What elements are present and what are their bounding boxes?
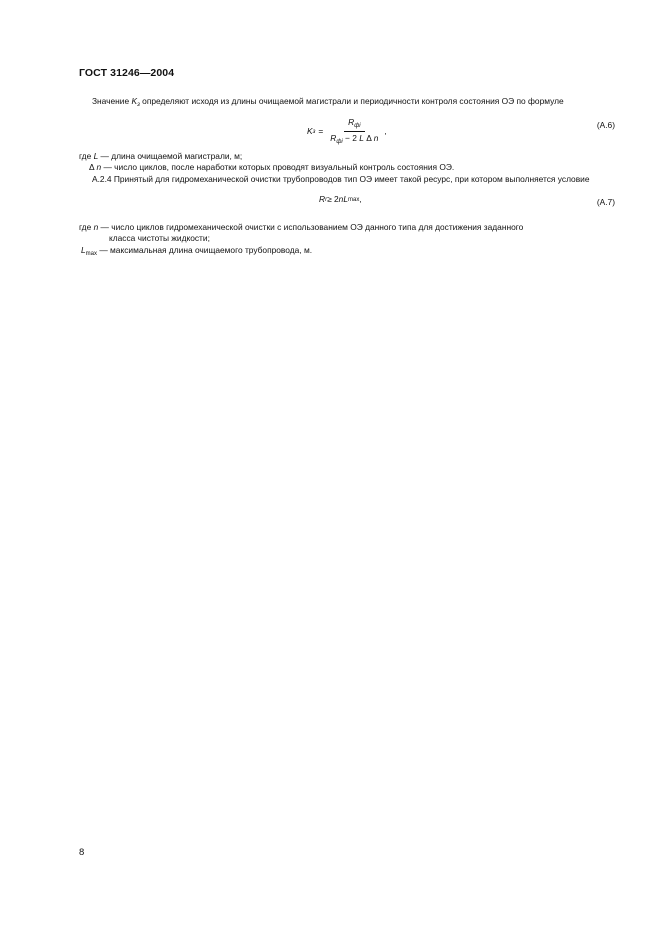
definition-lmax <box>79 245 615 258</box>
numerator-r: R <box>348 117 355 128</box>
formula-lhs-subscript: з <box>312 128 316 135</box>
denominator-l: L <box>359 133 364 144</box>
definition-text: — длина очищаемой магистрали, м; <box>98 151 243 162</box>
formula-l: L <box>343 194 348 205</box>
formula-r-subscript: r <box>325 196 328 203</box>
formula-r: R <box>319 194 326 205</box>
definition-text: — число циклов гидромеханической очистки с использованием ОЭ данного типа для достижения заданного <box>98 222 524 233</box>
document-header: ГОСТ 31246—2004 <box>79 67 175 79</box>
paragraph-a24: А.2.4 Принятый для гидромеханической очистки трубопроводов тип ОЭ имеет такой ресурс, при котором выполняется условие <box>92 173 590 184</box>
denominator-minus-two: − 2 <box>342 133 360 144</box>
definition-variable: n <box>96 162 102 173</box>
variable-k: K <box>131 96 138 106</box>
definition-where: где <box>79 151 94 162</box>
formula-comma: , <box>359 194 362 205</box>
fraction-numerator <box>344 117 364 132</box>
definition-delta-n <box>79 162 615 173</box>
formula-fraction <box>326 117 382 146</box>
definition-variable: L <box>81 244 86 255</box>
page-body <box>79 96 615 258</box>
formula-comma: , <box>384 126 387 137</box>
formula-n: n <box>338 194 344 205</box>
definitions-a7 <box>79 222 615 258</box>
variable-k-subscript: з <box>137 102 140 108</box>
equation-number-a6: (А.6) <box>596 120 615 131</box>
definition-l <box>79 151 615 162</box>
denominator-subscript: фi <box>336 139 343 146</box>
definition-n-continued: класса чистоты жидкости; <box>109 233 210 244</box>
paragraph-text: Значение <box>92 96 132 106</box>
denominator-n: n <box>373 133 379 144</box>
paragraph-kz-definition <box>79 96 615 109</box>
formula-a6 <box>307 117 387 146</box>
numerator-subscript: фi <box>354 123 361 130</box>
definitions-a6 <box>79 151 615 174</box>
definition-subscript: max <box>85 250 98 257</box>
fraction-denominator <box>326 132 382 146</box>
definition-text: — максимальная длина очищаемого трубопровода, м. <box>97 244 313 255</box>
formula-operator: ≥ 2 <box>327 194 339 205</box>
definition-variable: n <box>93 222 99 233</box>
definition-text: — число циклов, после наработки которых проводят визуальный контроль состояния ОЭ. <box>101 162 455 173</box>
denominator-delta: Δ <box>363 133 374 144</box>
formula-l-subscript: max <box>348 196 360 203</box>
formula-a6-row <box>79 115 615 149</box>
definition-where: где <box>79 222 94 233</box>
definition-variable: L <box>93 151 99 162</box>
page-number: 8 <box>79 847 85 858</box>
equation-number-a7: (А.7) <box>596 197 615 208</box>
denominator-r: R <box>330 133 337 144</box>
formula-lhs: K <box>307 126 313 137</box>
formula-a7-row <box>79 192 615 222</box>
definition-delta: Δ <box>89 162 97 173</box>
formula-a7 <box>319 194 362 205</box>
paragraph-text: определяют исходя из длины очищаемой магистрали и периодичности контроля состояния ОЭ по формуле <box>139 96 564 106</box>
definition-n <box>79 222 615 233</box>
equals-sign: = <box>318 126 324 137</box>
